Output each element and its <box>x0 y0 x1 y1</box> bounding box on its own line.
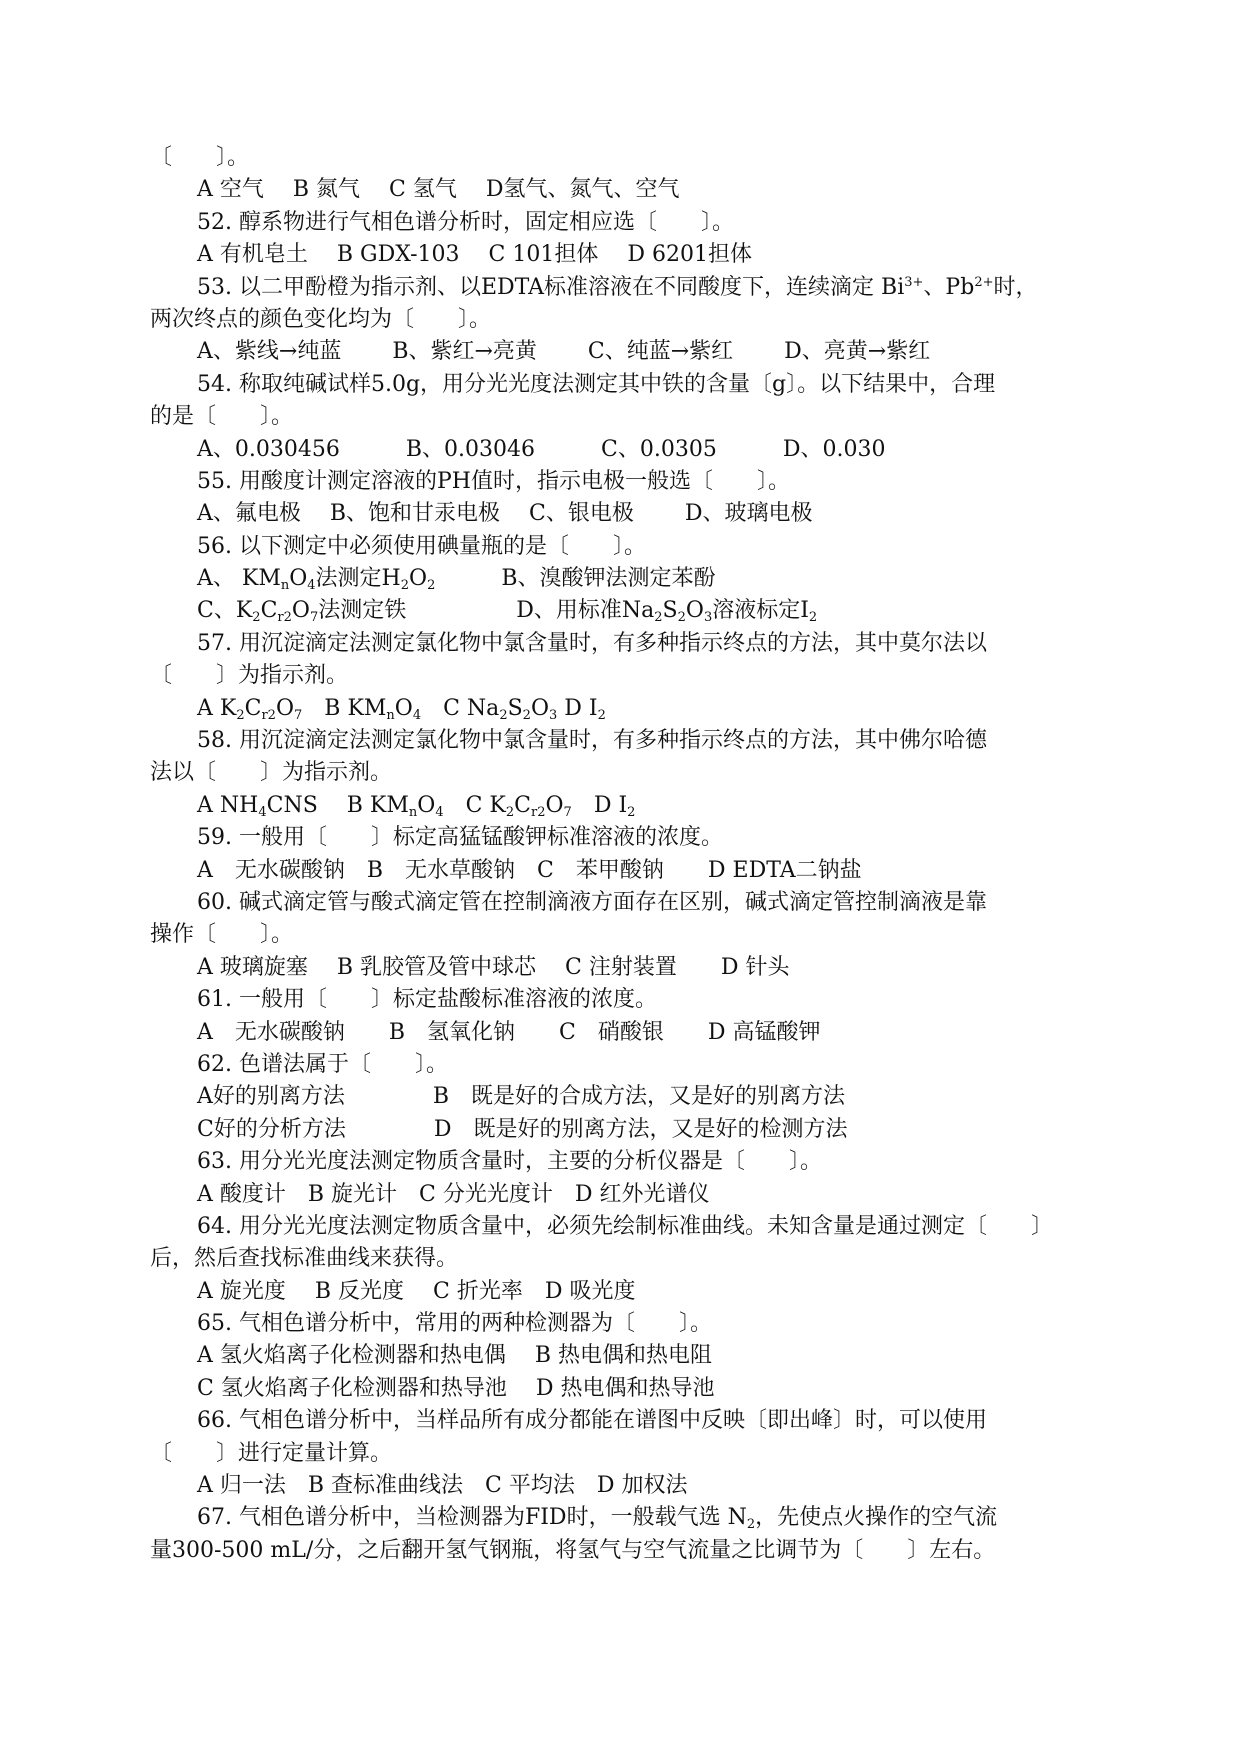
text-segment: B、溴酸钾法测定苯酚 <box>435 566 716 592</box>
superscript: 3+ <box>904 274 924 290</box>
subscript: n <box>408 804 418 820</box>
question-line: 59. 一般用〔 〕标定高猛锰酸钾标准溶液的浓度。 <box>197 825 723 851</box>
question-line: 57. 用沉淀滴定法测定氯化物中氯含量时，有多种指示终点的方法，其中莫尔法以 <box>197 630 987 656</box>
document-page <box>150 142 1100 1567</box>
options-line: A 空气 B 氮气 C 氢气 D氢气、氮气、空气 <box>197 177 680 203</box>
text-segment: 53. 以二甲酚橙为指示剂、以EDTA标准溶液在不同酸度下，连续滴定 Bi <box>197 274 905 300</box>
options-line: A 氢火焰离子化检测器和热电偶 B 热电偶和热电阻 <box>197 1343 713 1369</box>
subscript: 2 <box>252 610 261 626</box>
text-segment: O <box>685 598 704 624</box>
subscript: 2 <box>746 1517 756 1533</box>
text-segment: C、K <box>197 598 253 624</box>
text-segment: C <box>514 792 531 818</box>
options-line: A、紫线→纯蓝 B、紫红→亮黄 C、纯蓝→紫红 D、亮黄→紫红 <box>197 339 931 365</box>
subscript: 2 <box>808 610 818 626</box>
continuation-line: 的是〔 〕。 <box>150 404 294 430</box>
options-line: C好的分析方法 D 既是好的别离方法，又是好的检测方法 <box>197 1116 848 1142</box>
continuation-line: 两次终点的颜色变化均为〔 〕。 <box>150 306 492 332</box>
subscript: 4 <box>307 578 316 594</box>
text-segment: C K <box>443 792 506 818</box>
text-segment: S <box>662 598 678 624</box>
text-segment: C Na <box>421 695 500 721</box>
text-segment: B KM <box>302 695 387 721</box>
subscript: 2 <box>499 707 508 723</box>
options-line: A、氟电极 B、饱和甘汞电极 C、银电极 D、玻璃电极 <box>197 501 813 527</box>
subscript: 3 <box>703 610 713 626</box>
continuation-line: 量300-500 mL/分，之后翻开氢气钢瓶，将氢气与空气流量之比调节为〔 〕左右。 <box>150 1537 996 1563</box>
text-segment: A、 KM <box>197 566 281 592</box>
subscript: 4 <box>412 707 422 723</box>
subscript: r2 <box>261 707 276 723</box>
continuation-line: 法以〔 〕为指示剂。 <box>150 760 393 786</box>
options-line <box>150 595 1100 627</box>
text-segment: 法测定H <box>315 566 401 592</box>
subscript: r2 <box>277 610 292 626</box>
text-segment: C <box>260 598 278 624</box>
text-segment: 、Pb <box>923 274 975 300</box>
superscript: 2+ <box>974 274 994 290</box>
question-line: 66. 气相色谱分析中，当样品所有成分都能在谱图中反映〔即出峰〕时，可以使用 <box>197 1408 987 1434</box>
options-line: A 无水碳酸钠 B 氢氧化钠 C 硝酸银 D 高锰酸钾 <box>197 1019 821 1045</box>
continuation-line: 〔 〕。 <box>150 145 250 170</box>
options-line: A 有机皂土 B GDX-103 C 101担体 D 6201担体 <box>197 242 752 268</box>
subscript: 3 <box>549 707 558 723</box>
text-segment: O <box>394 695 413 721</box>
options-line: A好的别离方法 B 既是好的合成方法，又是好的别离方法 <box>197 1084 846 1110</box>
subscript: 2 <box>597 707 606 723</box>
text-segment: ，先使点火操作的空气流 <box>755 1505 998 1531</box>
question-line: 61. 一般用〔 〕标定盐酸标准溶液的浓度。 <box>197 987 657 1013</box>
text-segment: A NH <box>197 792 259 818</box>
text-segment: S <box>507 695 523 721</box>
options-line: A 归一法 B 查标准曲线法 C 平均法 D 加权法 <box>197 1473 688 1499</box>
text-segment: 溶液标定I <box>712 598 809 624</box>
options-line: C 氢火焰离子化检测器和热导池 D 热电偶和热导池 <box>197 1375 715 1401</box>
question-line: 54. 称取纯碱试样5.0g，用分光光度法测定其中铁的含量〔g〕。以下结果中，合理 <box>197 371 996 397</box>
text-segment: O <box>545 792 564 818</box>
text-segment: D I <box>571 792 628 818</box>
text-segment: O <box>409 566 428 592</box>
text-segment: 时， <box>993 274 1038 300</box>
subscript: n <box>386 707 395 723</box>
subscript: r2 <box>530 804 546 820</box>
text-segment: 67. 气相色谱分析中，当检测器为FID时，一般载气选 N <box>197 1505 747 1531</box>
subscript: 2 <box>627 804 636 820</box>
options-line: A 玻璃旋塞 B 乳胶管及管中球芯 C 注射装置 D 针头 <box>197 954 790 980</box>
text-segment: 法测定铁 D、用标准Na <box>318 598 655 624</box>
options-line <box>150 790 1100 822</box>
question-line: 55. 用酸度计测定溶液的PH值时，指示电极一般选〔 〕。 <box>197 468 790 494</box>
options-line: A 酸度计 B 旋光计 C 分光光度计 D 红外光谱仪 <box>197 1181 710 1207</box>
subscript: 2 <box>400 578 410 594</box>
continuation-line: 后，然后查找标准曲线来获得。 <box>150 1246 459 1272</box>
subscript: 7 <box>563 804 572 820</box>
subscript: 2 <box>654 610 663 626</box>
subscript: 2 <box>427 578 436 594</box>
text-segment: O <box>275 695 294 721</box>
question-line <box>150 1502 1100 1534</box>
subscript: 4 <box>435 804 444 820</box>
options-line: A 旋光度 B 反光度 C 折光率 D 吸光度 <box>197 1278 636 1304</box>
text-segment: C <box>244 695 262 721</box>
subscript: 4 <box>258 804 267 820</box>
continuation-line: 〔 〕为指示剂。 <box>150 663 349 689</box>
text-segment: D I <box>557 695 598 721</box>
options-line <box>150 693 1100 725</box>
text-segment: O <box>289 566 308 592</box>
continuation-line: 操作〔 〕。 <box>150 922 294 948</box>
question-line: 63. 用分光光度法测定物质含量时，主要的分析仪器是〔 〕。 <box>197 1149 822 1175</box>
subscript: n <box>280 578 290 594</box>
subscript: 2 <box>236 707 245 723</box>
text-segment: O <box>417 792 436 818</box>
text-segment: O <box>530 695 549 721</box>
question-line <box>150 272 1100 304</box>
continuation-line: 〔 〕进行定量计算。 <box>150 1440 393 1466</box>
options-line <box>150 563 1100 595</box>
text-segment: A K <box>197 695 237 721</box>
question-line: 60. 碱式滴定管与酸式滴定管在控制滴液方面存在区别，碱式滴定管控制滴液是靠 <box>197 889 987 915</box>
question-line: 62. 色谱法属于〔 〕。 <box>197 1051 448 1077</box>
subscript: 7 <box>309 610 319 626</box>
subscript: 2 <box>505 804 515 820</box>
options-line: A 无水碳酸钠 B 无水草酸钠 C 苯甲酸钠 D EDTA二钠盐 <box>197 857 862 883</box>
options-line: A、0.030456 B、0.03046 C、0.0305 D、0.030 <box>197 436 886 462</box>
question-line: 64. 用分光光度法测定物质含量中，必须先绘制标准曲线。未知含量是通过测定〔 〕 <box>197 1213 1053 1239</box>
subscript: 7 <box>294 707 303 723</box>
subscript: 2 <box>522 707 531 723</box>
text-segment: O <box>291 598 310 624</box>
question-line: 56. 以下测定中必须使用碘量瓶的是〔 〕。 <box>197 533 646 559</box>
question-line: 65. 气相色谱分析中，常用的两种检测器为〔 〕。 <box>197 1311 712 1337</box>
subscript: 2 <box>677 610 686 626</box>
question-line: 58. 用沉淀滴定法测定氯化物中氯含量时，有多种指示终点的方法，其中佛尔哈德 <box>197 728 987 754</box>
text-segment: CNS B KM <box>266 792 409 818</box>
question-line: 52. 醇系物进行气相色谱分析时，固定相应选〔 〕。 <box>197 209 734 235</box>
